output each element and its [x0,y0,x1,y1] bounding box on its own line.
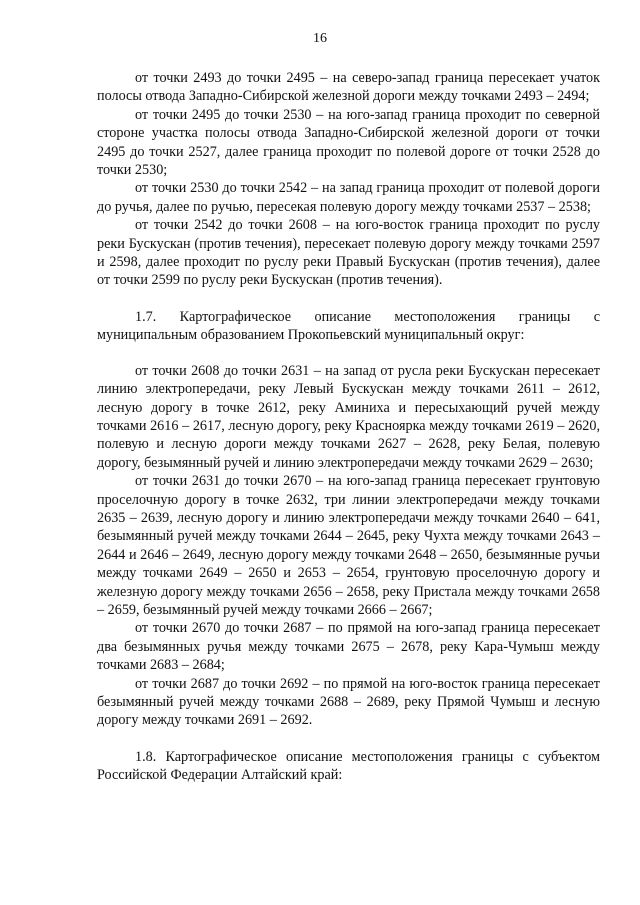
paragraph-boundary-2631-2670: от точки 2631 до точки 2670 – на юго-запад граница пересекает грунтовую проселочную дорогу в точке 2632, три линии электропередачи между точками 2635 – 2639, лесную дорогу и линию электропередачи между точками 2640 – 641, безымянный ручей между точками 2644 – 2645, реку Чухта между точками 2643 – 2644 и 2646 – 2649, лесную дорогу между точками 2648 – 2650, безымянные ручьи между точками 2649 – 2650 и 2653 – 2654, грунтовую проселочную дорогу и железную дорогу между точками 2656 – 2658, реку Пристала между точками 2658 – 2659, безымянный ручей между точками 2666 – 2667; [97,473,600,618]
section-spacer [97,290,600,308]
paragraph-boundary-2608-2631: от точки 2608 до точки 2631 – на запад от русла реки Бускускан пересекает линию электропередачи, реку Левый Бускускан между точками 2611 – 2612, лесную дорогу в точке 2612, реку Аминиха и пересыхающий ручей между точками 2616 – 2617, лесную дорогу, реку Красноярка между точками 2619 – 2620, полевую и лесную дороги между точками 2627 – 2628, реку Белая, полевую дорогу, безымянный ручей и линию электропередачи между точками 2629 – 2630; [97,362,600,471]
paragraph-boundary-2542-2608: от точки 2542 до точки 2608 – на юго-восток граница проходит по руслу реки Бускускан (против течения), пересекает полевую дорогу между точками 2597 и 2598, далее проходит по руслу реки Правый Бускускан (против течения), далее от точки 2599 по руслу реки Бускускан (против течения). [97,217,600,289]
page-number: 16 [313,31,327,46]
paragraph-boundary-2670-2687: от точки 2670 до точки 2687 – по прямой на юго-запад граница пересекает два безымянных ручья между точками 2675 – 2678, реку Кара-Чумыш между точками 2683 – 2684; [97,620,600,674]
paragraph-boundary-2687-2692: от точки 2687 до точки 2692 – по прямой на юго-восток граница пересекает безымянный ручей между точками 2688 – 2689, реку Прямой Чумыш и лесную дорогу между точками 2691 – 2692. [97,675,600,729]
section-spacer [97,730,600,748]
section-spacer [97,345,600,362]
paragraph-boundary-2495-2530: от точки 2495 до точки 2530 – на юго-запад граница проходит по северной стороне участка полосы отвода Западно-Сибирской железной дороги от точки 2495 до точки 2527, далее граница проходит по полевой дороге от точки 2528 до точки 2530; [97,106,600,179]
section-heading-1-8: 1.8. Картографическое описание местоположения границы с субъектом Российской Федерации Алтайский край: [97,748,600,784]
section-heading-1-7: 1.7. Картографическое описание местоположения границы с муниципальным образованием Прокопьевский муниципальный округ: [97,308,600,344]
paragraph-boundary-2530-2542: от точки 2530 до точки 2542 – на запад граница проходит от полевой дороги до ручья, далее по ручью, пересекая полевую дорогу между точками 2537 – 2538; [97,180,600,215]
document-body [97,69,600,785]
paragraph-boundary-2493-2495: от точки 2493 до точки 2495 – на северо-запад граница пересекает учаток полосы отвода Западно-Сибирской железной дороги между точками 2493 – 2494; [97,70,600,105]
